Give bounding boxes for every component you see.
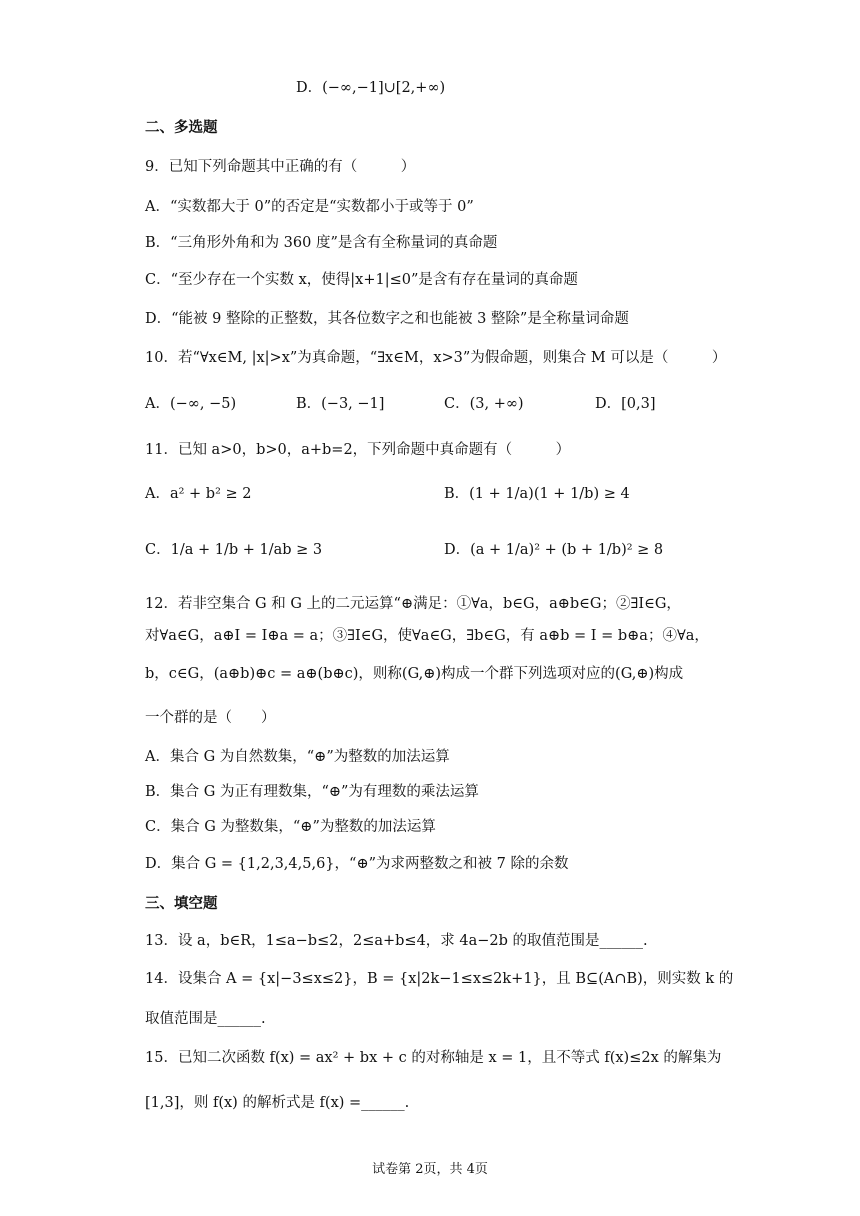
question-12-line-2: 对∀a∈G，a⊕I = I⊕a = a；③∃I∈G，使∀a∈G，∃b∈G，有 a⊕b = I = b⊕a；④∀a，	[145, 628, 709, 644]
q11-option-d: D．(a + 1/a)² + (b + 1/b)² ≥ 8	[444, 542, 664, 558]
q11-option-a: A．a² + b² ≥ 2	[145, 486, 252, 502]
q12-option-a: A．集合 G 为自然数集，“⊕”为整数的加法运算	[145, 749, 450, 765]
option-d-top: D．(−∞,−1]∪[2,+∞)	[296, 80, 446, 96]
question-14-line-1: 14．设集合 A = {x|−3≤x≤2}，B = {x|2k−1≤x≤2k+1}，且 B⊆(A∩B)，则实数 k 的	[145, 971, 734, 987]
question-12-line-1: 12．若非空集合 G 和 G 上的二元运算“⊕满足：①∀a，b∈G，a⊕b∈G；②∃I∈G，	[145, 596, 681, 612]
q11-option-b: B．(1 + 1/a)(1 + 1/b) ≥ 4	[444, 486, 630, 502]
q10-option-b: B．(−3, −1]	[296, 396, 385, 412]
q9-option-d: D．“能被 9 整除的正整数，其各位数字之和也能被 3 整除”是全称量词命题	[145, 311, 629, 327]
q12-option-b: B．集合 G 为正有理数集，“⊕”为有理数的乘法运算	[145, 784, 479, 800]
question-10: 10．若“∀x∈M, |x|>x”为真命题，“∃x∈M，x>3”为假命题，则集合 M 可以是（ ）	[145, 350, 727, 366]
q9-option-a: A．“实数都大于 0”的否定是“实数都小于或等于 0”	[145, 199, 474, 215]
question-12-line-3: b，c∈G，(a⊕b)⊕c = a⊕(b⊕c)，则称(G,⊕)构成一个群下列选项对应的(G,⊕)构成	[145, 666, 684, 682]
q11-option-c: C．1/a + 1/b + 1/ab ≥ 3	[145, 542, 323, 558]
q10-option-c: C．(3, +∞)	[444, 396, 524, 412]
question-12-line-4: 一个群的是（ ）	[145, 710, 276, 726]
section-heading-fill-in: 三、填空题	[145, 896, 218, 912]
page-footer: 试卷第 2页，共 4页	[372, 1162, 488, 1177]
question-15-line-2: [1,3]，则 f(x) 的解析式是 f(x) =______.	[145, 1095, 410, 1111]
question-9: 9．已知下列命题其中正确的有（ ）	[145, 159, 416, 175]
q12-option-c: C．集合 G 为整数集，“⊕”为整数的加法运算	[145, 819, 436, 835]
q10-option-d: D．[0,3]	[595, 396, 656, 412]
q12-option-d: D．集合 G = {1,2,3,4,5,6}，“⊕”为求两整数之和被 7 除的余数	[145, 856, 569, 872]
question-11: 11．已知 a>0，b>0，a+b=2，下列命题中真命题有（ ）	[145, 442, 571, 458]
q9-option-c: C．“至少存在一个实数 x，使得|x+1|≤0”是含有存在量词的真命题	[145, 272, 578, 288]
question-13: 13．设 a，b∈R，1≤a−b≤2，2≤a+b≤4，求 4a−2b 的取值范围是______.	[145, 933, 648, 949]
section-heading-multi-choice: 二、多选题	[145, 120, 218, 136]
question-15-line-1: 15．已知二次函数 f(x) = ax² + bx + c 的对称轴是 x = 1，且不等式 f(x)≤2x 的解集为	[145, 1050, 722, 1066]
q9-option-b: B．“三角形外角和为 360 度”是含有全称量词的真命题	[145, 235, 498, 251]
question-14-line-2: 取值范围是______.	[145, 1011, 266, 1027]
q10-option-a: A．(−∞, −5)	[145, 396, 237, 412]
